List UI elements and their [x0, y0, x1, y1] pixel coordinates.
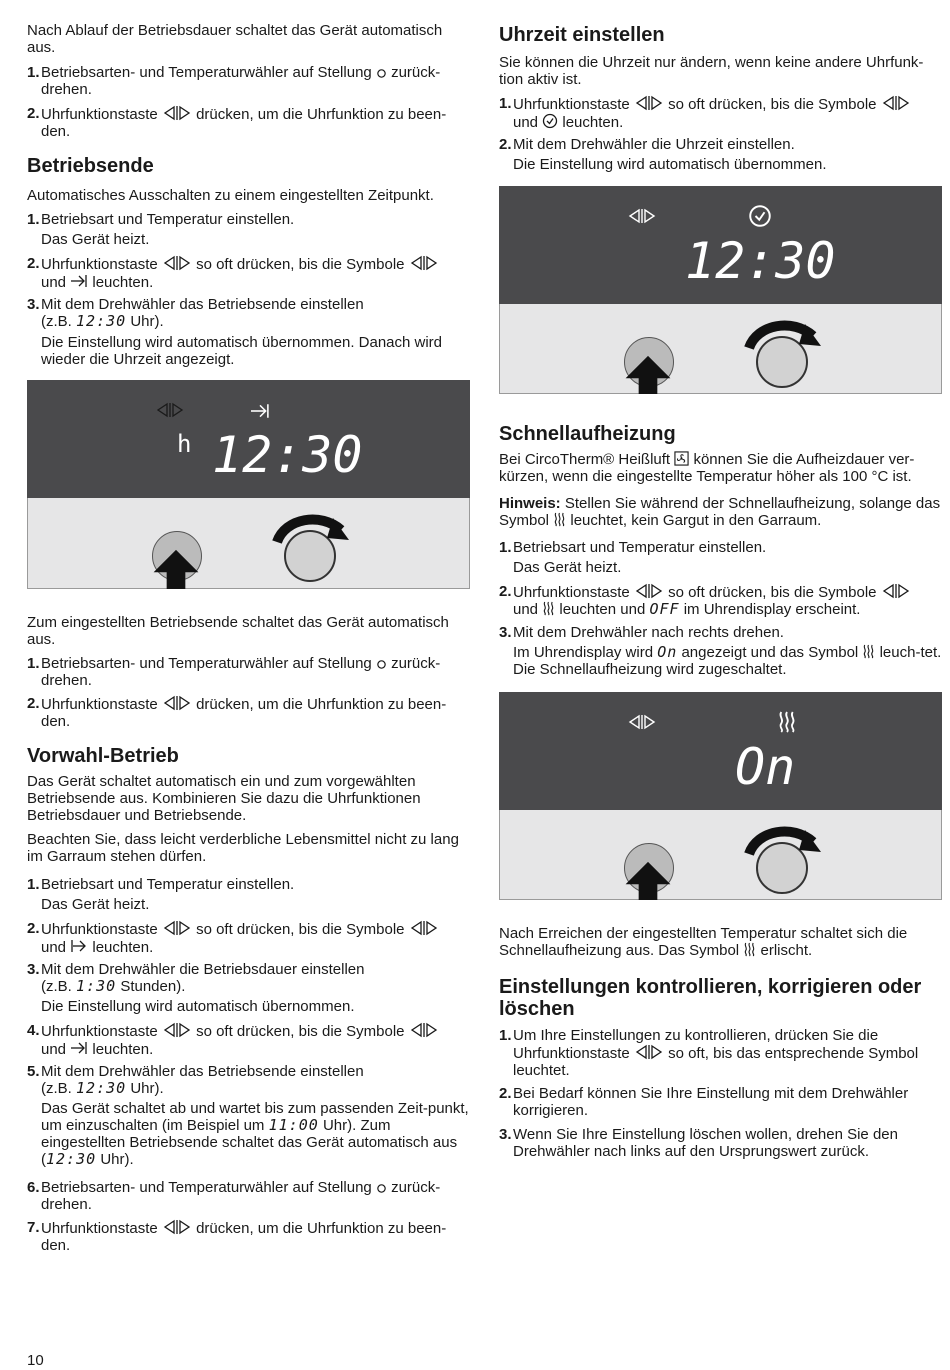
display-time: 12:30: [685, 232, 836, 290]
oven-panel-illustration: [499, 692, 942, 900]
rotate-right-arrow-icon: [743, 314, 823, 354]
clock-function-key-icon: [409, 255, 439, 271]
step-sub: Im Uhrendisplay wird On angezeigt und das Symbol leuch-tet. Die Schnellaufheizung wird zugeschaltet.: [513, 643, 942, 678]
list-item: 1. Um Ihre Einstellungen zu kontrollieren, drücken Sie die Uhrfunktionstaste so oft, bis das entsprechende Symbol leuchtet.: [499, 1027, 919, 1079]
off-position-icon: [376, 659, 387, 670]
clock-function-key-icon: [162, 920, 192, 936]
list-item: 6. Betriebsarten- und Temperaturwähler auf Stellung zurück-drehen.: [27, 1179, 441, 1213]
duration-icon: [70, 938, 88, 954]
list-item: 1. Betriebsart und Temperatur einstellen.: [499, 539, 767, 556]
end-time-symbol-icon: [249, 402, 271, 420]
vorwahl-p1: Das Gerät schaltet automatisch ein und zum vorgewählten Betriebsende aus. Kombinieren Sie dazu die Uhrfunktionen Betriebsdauer und Betriebsende.: [27, 773, 421, 824]
list-item: 1. Betriebsarten- und Temperaturwähler auf Stellung zurück-drehen.: [27, 64, 441, 98]
step-sub: Das Gerät heizt.: [513, 559, 622, 576]
list-item: 2. Uhrfunktionstaste drücken, um die Uhrfunktion zu been-den.: [27, 105, 447, 140]
list-item: 2. Bei Bedarf können Sie Ihre Einstellung mit dem Drehwähler korrigieren.: [499, 1085, 909, 1119]
rapid-heat-symbol-icon: [777, 710, 797, 734]
clock-function-key-icon: [634, 583, 664, 599]
step-sub: Die Einstellung wird automatisch übernommen. Danach wird wieder die Uhrzeit angezeigt.: [41, 334, 443, 368]
clock-function-symbol-icon: [155, 402, 185, 418]
end-time-icon: [70, 273, 88, 289]
clock-function-key-icon: [634, 1044, 664, 1060]
list-item: 3. Mit dem Drehwähler die Betriebsdauer einstellen (z.B. 1:30 Stunden).: [27, 961, 365, 995]
rapid-heat-icon: [553, 512, 566, 527]
end-time-icon: [70, 1040, 88, 1056]
list-item: 3. Wenn Sie Ihre Einstellung löschen wollen, drehen Sie den Drehwähler nach links auf den Ursprungswert zurück.: [499, 1126, 898, 1160]
lcd-on: On: [657, 643, 678, 661]
after-text: Zum eingestellten Betriebsende schaltet das Gerät automatisch aus.: [27, 614, 449, 648]
list-item: 1. Betriebsart und Temperatur einstellen.: [27, 211, 295, 228]
clock-function-key-icon: [162, 1022, 192, 1038]
list-item: 2. Uhrfunktionstaste so oft drücken, bis die Symbole und leuchten und OFF im Uhrendisplay erscheint.: [499, 583, 944, 618]
hot-air-fan-icon: [674, 451, 689, 466]
step-sub: Das Gerät heizt.: [41, 231, 150, 248]
press-arrow-icon: [622, 354, 674, 394]
step-sub: Die Einstellung wird automatisch übernommen.: [513, 156, 827, 173]
list-item: 5. Mit dem Drehwähler das Betriebsende einstellen (z.B. 12:30 Uhr).: [27, 1063, 364, 1097]
rapid-heat-icon: [862, 644, 875, 659]
lcd-time: 1:30: [76, 977, 117, 995]
display-h: h: [177, 430, 192, 458]
clock-function-key-icon: [162, 255, 192, 271]
schnell-hint: Hinweis: Stellen Sie während der Schnellaufheizung, solange das Symbol leuchtet, kein Gargut in den Garraum.: [499, 495, 941, 529]
list-item: 3. Mit dem Drehwähler das Betriebsende einstellen (z.B. 12:30 Uhr).: [27, 296, 364, 330]
heading-betriebsende: Betriebsende: [27, 155, 154, 177]
step-sub: Das Gerät schaltet ab und wartet bis zum passenden Zeit-punkt, um einzuschalten (im Beispiel um 11:00 Uhr). Zum eingestellten Betriebsende schaltet das Gerät automatisch aus (12:30 Uhr).: [41, 1100, 469, 1168]
list-item: 1. Betriebsart und Temperatur einstellen.: [27, 876, 295, 893]
off-position-icon: [376, 68, 387, 79]
heading-einstellungen: Einstellungen kontrollieren, korrigieren oder löschen: [499, 976, 922, 1020]
clock-function-key-icon: [634, 95, 664, 111]
clock-function-key-icon: [409, 920, 439, 936]
lcd-time: 12:30: [76, 1079, 127, 1097]
list-item: 2. Uhrfunktionstaste drücken, um die Uhrfunktion zu been-den.: [27, 695, 447, 730]
clock-function-key-icon: [162, 1219, 192, 1235]
uhrzeit-intro: Sie können die Uhrzeit nur ändern, wenn keine andere Uhrfunk-tion aktiv ist.: [499, 54, 924, 88]
vorwahl-p2: Beachten Sie, dass leicht verderbliche Lebensmittel nicht zu lang im Garraum stehen dürfen.: [27, 831, 459, 865]
lcd-time: 11:00: [268, 1116, 319, 1134]
betriebsende-intro: Automatisches Ausschalten zu einem eingestellten Zeitpunkt.: [27, 187, 434, 204]
list-item: 7. Uhrfunktionstaste drücken, um die Uhrfunktion zu been-den.: [27, 1219, 447, 1254]
off-position-icon: [376, 1183, 387, 1194]
display-time: 12:30: [212, 426, 363, 484]
list-item: 2. Uhrfunktionstaste so oft drücken, bis die Symbole und leuchten.: [27, 920, 472, 956]
display-text: On: [735, 738, 796, 796]
list-item: 2. Mit dem Drehwähler die Uhrzeit einstellen.: [499, 136, 795, 153]
oven-panel-illustration: [27, 380, 470, 589]
intro-text: Nach Ablauf der Betriebsdauer schaltet das Gerät automatisch aus.: [27, 22, 443, 56]
press-arrow-icon: [150, 548, 202, 589]
clock-function-key-icon: [162, 105, 192, 121]
list-item: 1. Uhrfunktionstaste so oft drücken, bis die Symbole und leuchten.: [499, 95, 944, 131]
rotate-right-arrow-icon: [271, 508, 351, 548]
list-item: 3. Mit dem Drehwähler nach rechts drehen.: [499, 624, 784, 641]
clock-function-key-icon: [162, 695, 192, 711]
lcd-time: 12:30: [46, 1150, 97, 1168]
control-area: [27, 498, 470, 589]
lcd-time: 12:30: [76, 312, 127, 330]
list-item: 4. Uhrfunktionstaste so oft drücken, bis die Symbole und leuchten.: [27, 1022, 472, 1058]
clock-function-symbol-icon: [627, 208, 657, 224]
heading-schnell: Schnellaufheizung: [499, 423, 676, 445]
control-area: [499, 304, 942, 394]
control-area: [499, 810, 942, 900]
list-item: 2. Uhrfunktionstaste so oft drücken, bis die Symbole und leuchten.: [27, 255, 472, 291]
lcd-off: OFF: [649, 600, 680, 618]
clock-function-key-icon: [881, 95, 911, 111]
display-area: [499, 692, 942, 810]
clock-function-key-icon: [881, 583, 911, 599]
oven-panel-illustration: [499, 186, 942, 394]
heading-vorwahl: Vorwahl-Betrieb: [27, 745, 179, 767]
list-item: 1. Betriebsarten- und Temperaturwähler auf Stellung zurück-drehen.: [27, 655, 441, 689]
heading-uhrzeit: Uhrzeit einstellen: [499, 24, 665, 46]
press-arrow-icon: [622, 860, 674, 900]
clock-icon: [542, 113, 558, 129]
schnell-intro: Bei CircoTherm® Heißluft können Sie die Aufheizdauer ver-kürzen, wenn die eingestellte Temperatur höher als 100 °C ist.: [499, 451, 915, 485]
schnell-after: Nach Erreichen der eingestellten Temperatur schaltet sich die Schnellaufheizung aus. Das Symbol erlischt.: [499, 925, 908, 959]
rotate-right-arrow-icon: [743, 820, 823, 860]
step-sub: Das Gerät heizt.: [41, 896, 150, 913]
step-sub: Die Einstellung wird automatisch übernommen.: [41, 998, 355, 1015]
clock-function-symbol-icon: [627, 714, 657, 730]
clock-function-key-icon: [409, 1022, 439, 1038]
clock-symbol-icon: [748, 204, 772, 228]
rapid-heat-icon: [542, 601, 555, 616]
page-number: 10: [27, 1352, 44, 1369]
rapid-heat-icon: [743, 942, 756, 957]
